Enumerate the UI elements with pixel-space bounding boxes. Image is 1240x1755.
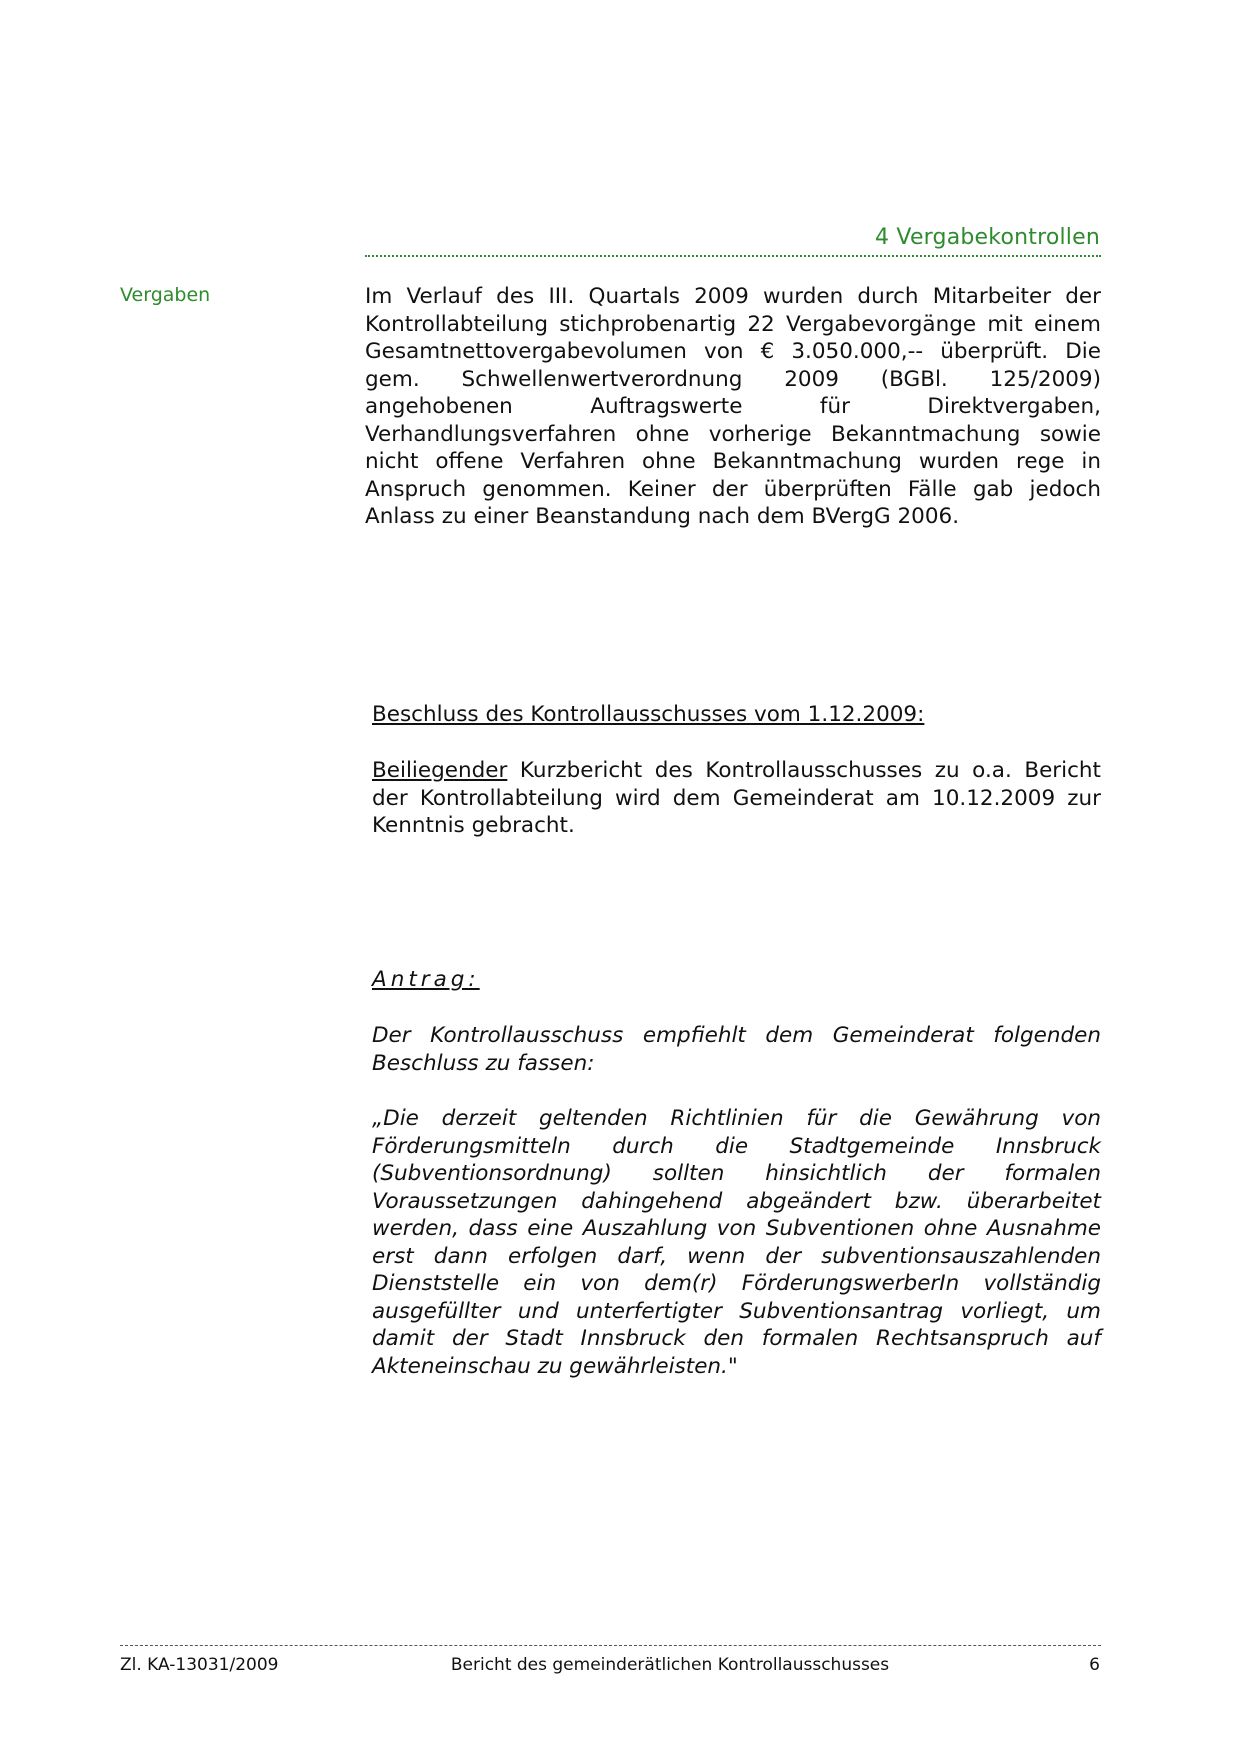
antrag-intro: Der Kontrollausschuss empfiehlt dem Gemeinderat folgenden Beschluss zu fassen: xyxy=(372,1023,1101,1076)
footer-reference: Zl. KA-13031/2009 xyxy=(120,1655,279,1675)
beschluss-text: Kurzbericht des Kontrollausschusses zu o.a. Bericht der Kontrollabteilung wird dem Gemeinderat am 10.12.2009 zur Kenntnis gebracht. xyxy=(372,758,1101,838)
page-number: 6 xyxy=(1089,1655,1100,1675)
main-paragraph: Im Verlauf des III. Quartals 2009 wurden durch Mitarbeiter der Kontrollabteilung stichprobenartig 22 Vergabevorgänge mit einem Gesamtnettovergabevolumen von € 3.050.000,-- überprüft. Die gem. Schwellenwertverordnung 2009 (BGBl. 125/2009) angehobenen Auftragswerte für Direktvergaben, Verhandlungsverfahren ohne vorherige Bekanntmachung sowie nicht offene Verfahren ohne Bekanntmachung wurden rege in Anspruch genommen. Keiner der überprüften Fälle gab jedoch Anlass zu einer Beanstandung nach dem BVergG 2006. xyxy=(365,284,1101,529)
footer-divider xyxy=(120,1645,1101,1646)
header-divider xyxy=(365,255,1101,257)
antrag-quote: „Die derzeit geltenden Richtlinien für die Gewährung von Förderungsmitteln durch die Stadtgemeinde Innsbruck (Subventionsordnung) sollten hinsichtlich der formalen Voraussetzungen dahingehend abgeändert bzw. überarbeitet werden, dass eine Auszahlung von Subventionen ohne Ausnahme erst dann erfolgen darf, wenn der subventionsauszahlenden Dienststelle ein von dem(r) FörderungswerberIn vollständig ausgefüllter und unterfertigter Subventionsantrag vorliegt, um damit der Stadt Innsbruck den formalen Rechtsanspruch auf Akteneinschau zu gewährleisten." xyxy=(372,1106,1101,1379)
beschluss-heading: Beschluss des Kontrollausschusses vom 1.12.2009: xyxy=(372,702,925,727)
beschluss-paragraph xyxy=(372,757,1101,840)
margin-label: Vergaben xyxy=(120,284,211,306)
beschluss-underlined-word: Beiliegender xyxy=(372,758,508,783)
footer-report-title: Bericht des gemeinderätlichen Kontrollausschusses xyxy=(450,1655,890,1675)
antrag-heading: Antrag: xyxy=(372,967,480,992)
chapter-title: 4 Vergabekontrollen xyxy=(875,225,1100,250)
